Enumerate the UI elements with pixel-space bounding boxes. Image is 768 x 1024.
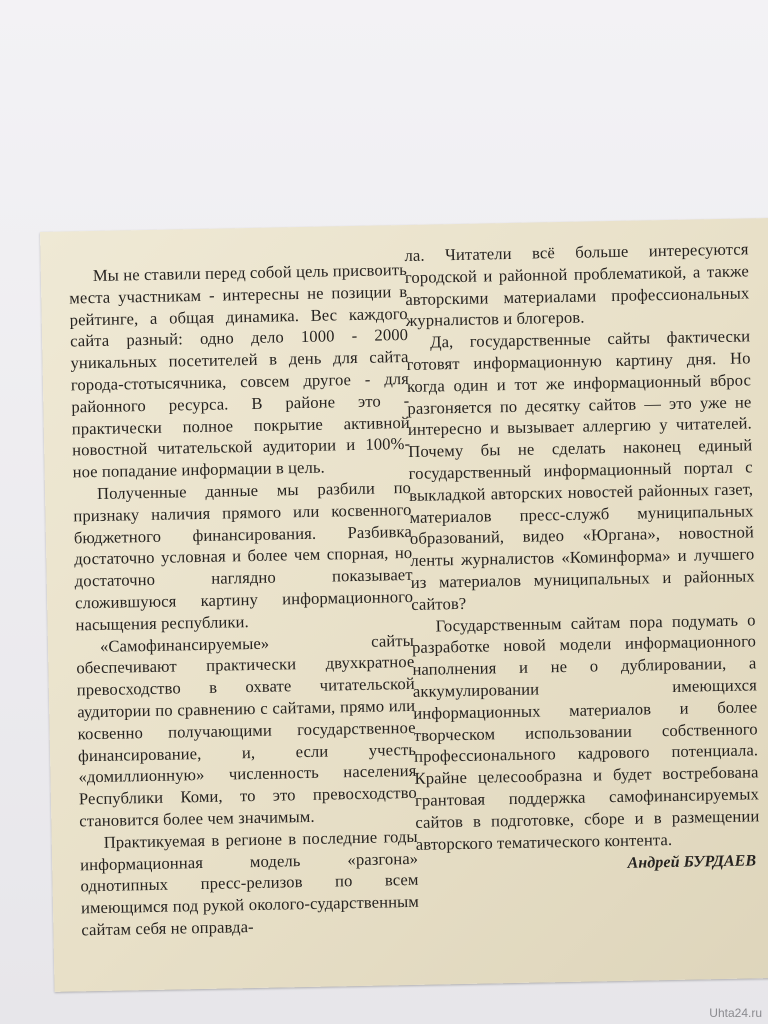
article-paragraph: Да, государственные сайты фактически готовят информационную картину дня. Но когда один и тот же информационный вброс разгоняется по десятку сайтов — это уже не интересно и вызывает аллергию у читателей. Почему бы не сделать наконец единый государственный информационный портал с выкладкой авторских новостей районных газет, материалов пресс-служб муниципальных образований, видео «Юргана», новостной ленты журналистов «Коминформа» и лучшего из материалов муниципальных и районных сайтов? [406,326,755,614]
article-paragraph: ла. Читатели всё больше интересуются городской и районной проблематикой, а также авторскими материалами профессиональных журналистов и блогеров. [404,239,750,331]
newspaper-clipping [40,218,768,992]
article-right-column [404,238,760,879]
article-paragraph: Полученные данные мы разбили по признаку наличия прямого или косвенного бюджетного финансирования. Разбивка достаточно условная и более чем спорная, но достаточно наглядно показывает сложившуюся картину информационного насыщения республики. [73,477,414,635]
article-paragraph: Практикуемая в регионе в последние годы информационная модель «разгона» однотипных пресс-релизов по всем имеющимся под рукой околого-сударственным сайтам себя не оправда- [79,826,420,940]
author-signature: Андрей БУРДАЕВ [627,852,757,873]
article-paragraph: Мы не ставили перед собой цель присвоить места участникам - интересны не позиции в рейтинге, а общая динамика. Вес каждого сайта разный: одно дело 1000 - 2000 уникальных посетителей в день для сайта города-стотысячника, совсем другое - для районного ресурса. В районе это - практически полное покрытие активной новостной читательской аудитории и 100%-ное попадание информации в цель. [69,259,411,482]
article-paragraph: «Самофинансируемые» сайты обеспечивают практически двухкратное превосходство в охвате читательской аудитории по сравнению с сайтами, прямо или косвенно получающими государственное финансирование, и, если учесть «домиллионную» численность населения Республики Коми, то это превосходство становится более чем значимым. [76,630,418,831]
article-paragraph: Государственным сайтам пора подумать о разработке новой модели информационного наполнения и не о дублировании, а аккумулировании имеющихся информационных материалов и более творческом использовании собственного профессионального кадрового потенциала. Крайне целесообразна и будет востребована грантовая поддержка самофинансируемых сайтов в подготовке, сборе и в размещении авторского тематического контента. [411,609,760,854]
site-watermark: Uhta24.ru [709,1006,762,1020]
article-left-column [69,259,420,941]
